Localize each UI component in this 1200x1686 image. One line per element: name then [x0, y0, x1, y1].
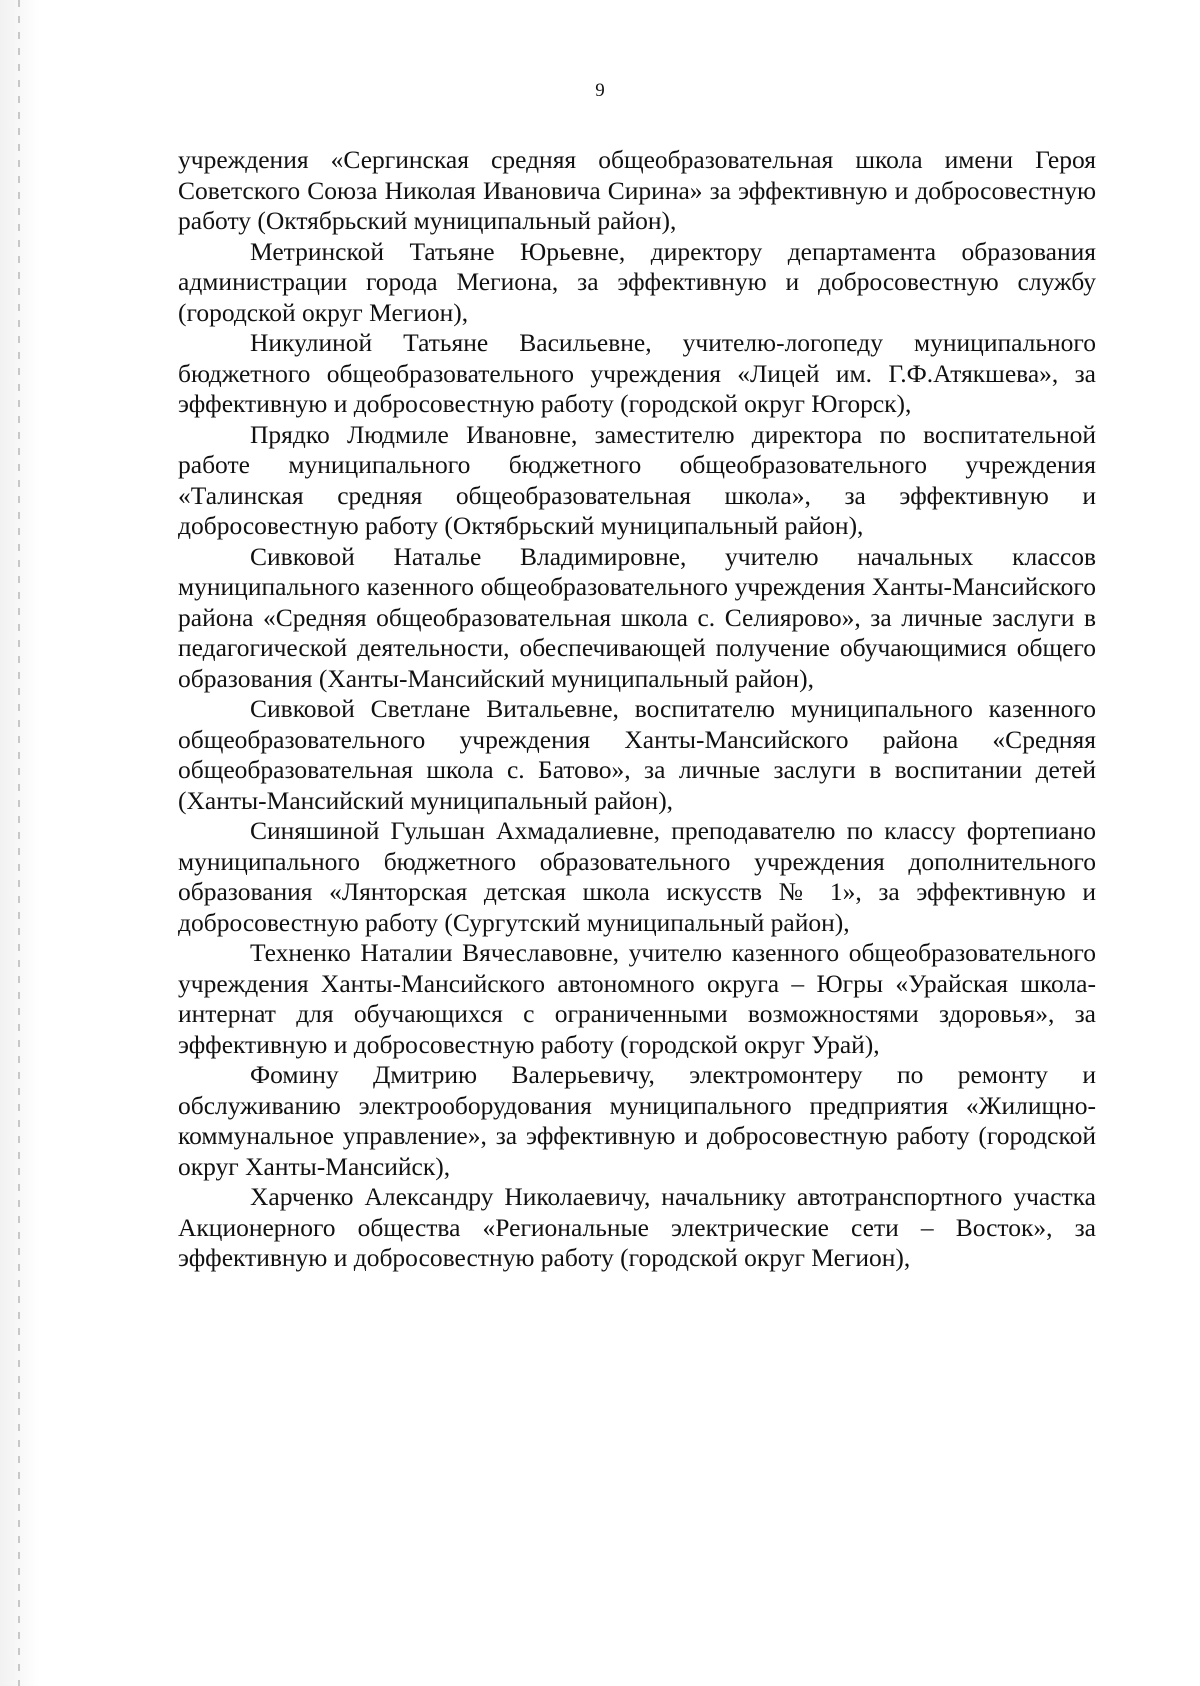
scan-edge-shadow [0, 0, 40, 1686]
paragraph-9: Фомину Дмитрию Валерьевичу, электромонтеру по ремонту и обслуживанию электрооборудования муниципального предприятия «Жилищно-коммунальное управление», за эффективную и добросовестную работу (городской округ Ханты-Мансийск), [178, 1060, 1096, 1181]
page-number: 9 [595, 80, 605, 101]
document-body [178, 145, 1096, 1274]
paragraph-4: Прядко Людмиле Ивановне, заместителю директора по воспитательной работе муниципального бюджетного общеобразовательного учреждения «Талинская средняя общеобразовательная школа», за эффективную и добросовестную работу (Октябрьский муниципальный район), [178, 419, 1096, 540]
scan-binding-marks [18, 0, 20, 1686]
paragraph-5: Сивковой Наталье Владимировне, учителю начальных классов муниципального казенного общеобразовательного учреждения Ханты-Мансийского района «Средняя общеобразовательная школа с. Селиярово», за личные заслуги в педагогической деятельности, обеспечивающей получение обучающимися общего образования (Ханты-Мансийский муниципальный район), [178, 541, 1096, 693]
paragraph-10: Харченко Александру Николаевичу, начальнику автотранспортного участка Акционерного общества «Региональные электрические сети – Восток», за эффективную и добросовестную работу (городской округ Мегион), [178, 1182, 1096, 1272]
paragraph-3: Никулиной Татьяне Васильевне, учителю-логопеду муниципального бюджетного общеобразовательного учреждения «Лицей им. Г.Ф.Атякшева», за эффективную и добросовестную работу (городской округ Югорск), [178, 328, 1096, 418]
paragraph-8: Техненко Наталии Вячеславовне, учителю казенного общеобразовательного учреждения Ханты-Мансийского автономного округа – Югры «Урайская школа-интернат для обучающихся с ограниченными возможностями здоровья», за эффективную и добросовестную работу (городской округ Урай), [178, 938, 1096, 1059]
paragraph-2: Метринской Татьяне Юрьевне, директору департамента образования администрации города Мегиона, за эффективную и добросовестную службу (городской округ Мегион), [178, 236, 1096, 327]
paragraph-1: учреждения «Сергинская средняя общеобразовательная школа имени Героя Советского Союза Николая Ивановича Сирина» за эффективную и добросовестную работу (Октябрьский муниципальный район), [178, 145, 1096, 235]
paragraph-6: Сивковой Светлане Витальевне, воспитателю муниципального казенного общеобразовательного учреждения Ханты-Мансийского района «Средняя общеобразовательная школа с. Батово», за личные заслуги в воспитании детей (Ханты-Мансийский муниципальный район), [178, 694, 1096, 815]
paragraph-7: Синяшиной Гульшан Ахмадалиевне, преподавателю по классу фортепиано муниципального бюджетного образовательного учреждения дополнительного образования «Лянторская детская школа искусств № 1», за эффективную и добросовестную работу (Сургутский муниципальный район), [178, 816, 1096, 937]
